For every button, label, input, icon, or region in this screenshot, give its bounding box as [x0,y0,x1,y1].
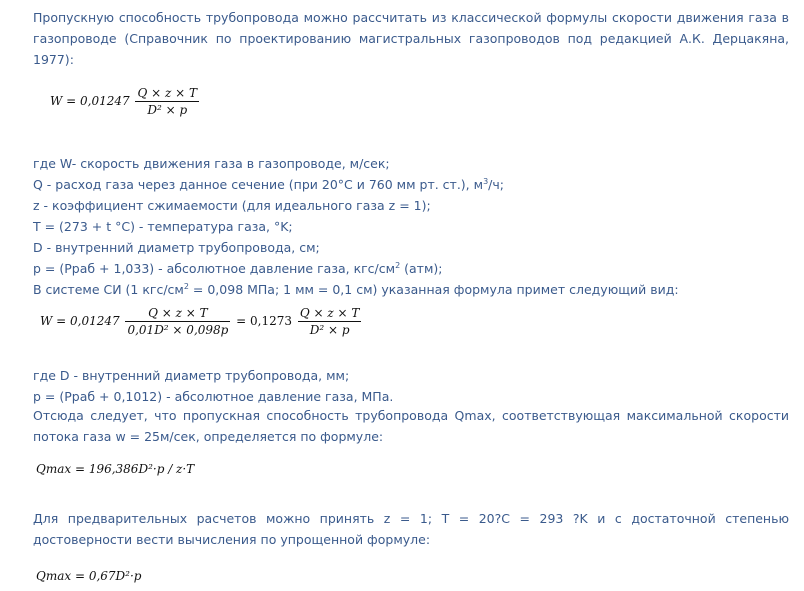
si-text: В системе СИ (1 кгс/см [33,282,184,297]
definition-q [33,174,504,195]
formula-si-denominator-2: D² × p [309,323,350,337]
si-sup: 2 [183,281,189,291]
formula-velocity [50,86,201,117]
definition-q-unit: /ч; [488,177,504,192]
definition-t: T = (273 + t °C) - температура газа, °K; [33,219,293,234]
formula-numerator: Q × z × T [137,86,197,100]
prelim-paragraph: Для предварительных расчетов можно принять z = 1; T = 20?C = 293 ?K и с достаточной степенью достоверности вести вычисления по упрощенной формуле: [33,511,789,547]
formula-si-middle: = 0,1273 [236,314,293,328]
formula-qmax: Qmax = 196,386D²·p / z·T [36,462,195,476]
definition-p-sup: 2 [395,260,401,270]
definition-w: где W- скорость движения газа в газопроводе, м/сек; [33,156,390,171]
definition-d-mm: где D - внутренний диаметр трубопровода, мм; [33,368,350,383]
qmax-paragraph: Отсюда следует, что пропускная способность трубопровода Qmax, соответствующая максимальной скорости потока газа w = 25м/сек, определяется по формуле: [33,408,789,444]
definition-d: D - внутренний диаметр трубопровода, см; [33,240,320,255]
definition-p-unit: (атм); [400,261,443,276]
si-suffix: = 0,098 МПа; 1 мм = 0,1 см) указанная формула примет следующий вид: [188,282,679,297]
definition-p-text: p = (Рраб + 1,033) - абсолютное давление газа, кгс/см [33,261,396,276]
formula-lhs: W = 0,01247 [50,94,130,108]
definition-p [33,258,442,279]
definition-q-sup: 3 [483,176,489,186]
formula-si-numerator-2: Q × z × T [299,306,360,320]
intro-paragraph: Пропускную способность трубопровода можно рассчитать из классической формулы скорости движения газа в газопроводе (Справочник по проектированию магистральных газопроводов под редакцией А.К. Дерцакяна, 1977): [33,10,789,67]
si-conversion-line [33,279,679,300]
formula-si-denominator-1: 0,01D² × 0,098p [127,323,229,337]
formula-fraction [135,86,199,117]
formula-si-fraction-2 [298,306,362,337]
formula-si-lhs: W = 0,01247 [40,314,120,328]
definition-q-text: Q - расход газа через данное сечение (при 20°С и 760 мм рт. ст.), м [33,177,484,192]
definition-p-mpa: p = (Рраб + 0,1012) - абсолютное давление газа, МПа. [33,389,394,404]
formula-si [40,306,363,337]
definition-z: z - коэффициент сжимаемости (для идеального газа z = 1); [33,198,431,213]
formula-denominator: D² × p [147,103,188,117]
formula-si-fraction-1 [125,306,230,337]
formula-qmax-simplified: Qmax = 0,67D²·p [36,569,142,583]
formula-si-numerator-1: Q × z × T [125,306,230,322]
